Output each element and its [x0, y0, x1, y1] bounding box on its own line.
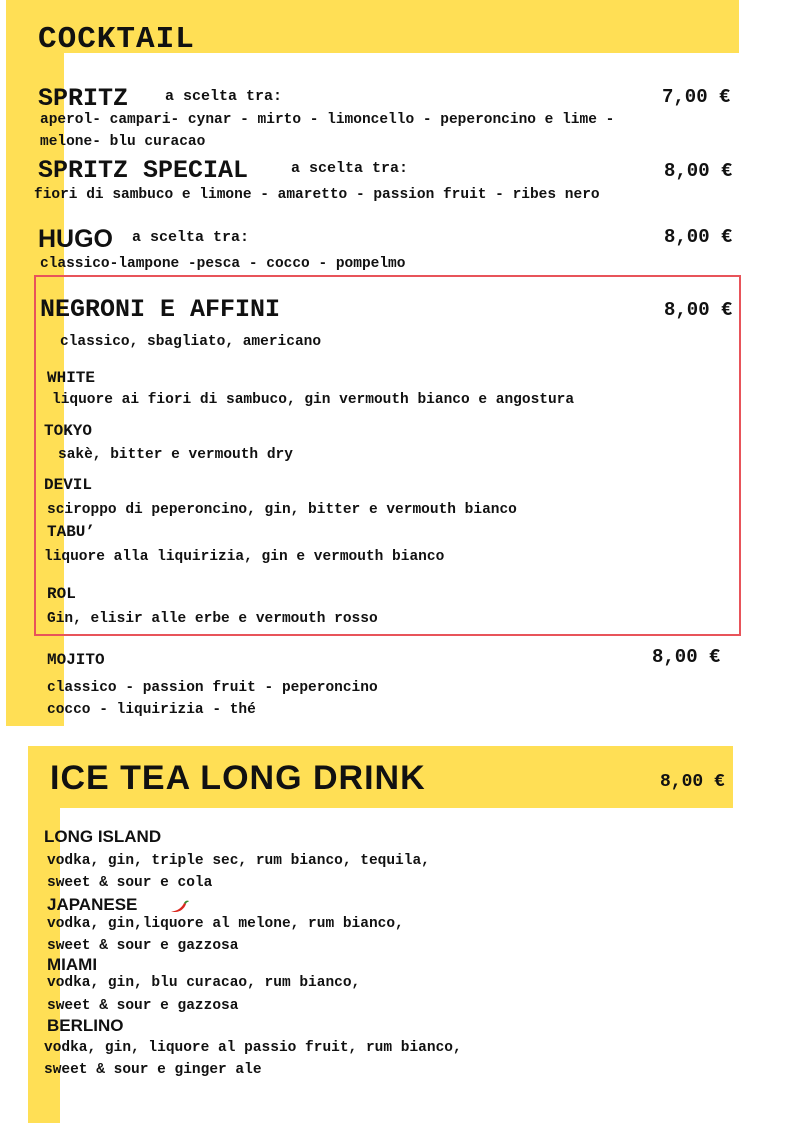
desc-long-island-2: sweet & sour e cola — [47, 875, 213, 891]
item-name-berlino: BERLINO — [47, 1016, 124, 1035]
section-title-icetea: ICE TEA LONG DRINK — [50, 759, 426, 797]
desc-hugo: classico-lampone -pesca - cocco - pompelmo — [40, 256, 406, 272]
desc-berlino-2: sweet & sour e ginger ale — [44, 1062, 262, 1078]
item-name-negroni: NEGRONI E AFFINI — [40, 295, 281, 324]
desc-negroni: classico, sbagliato, americano — [60, 334, 322, 350]
desc-long-island-1: vodka, gin, triple sec, rum bianco, tequila, — [47, 853, 430, 869]
item-name-spritz-special: SPRITZ SPECIAL — [38, 156, 249, 185]
item-name-spritz: SPRITZ — [38, 84, 129, 113]
item-note-spritz: a scelta tra: — [165, 88, 283, 105]
desc-tokyo: sakè, bitter e vermouth dry — [58, 447, 293, 463]
item-name-hugo: HUGO — [38, 225, 113, 253]
desc-tabu: liquore alla liquirizia, gin e vermouth bianco — [44, 549, 445, 565]
desc-mojito-2: cocco - liquirizia - thé — [47, 702, 256, 718]
desc-miami-2: sweet & sour e gazzosa — [47, 998, 239, 1014]
desc-spritz-2: melone- blu curacao — [40, 134, 206, 150]
item-note-hugo: a scelta tra: — [132, 229, 250, 246]
desc-devil: sciroppo di peperoncino, gin, bitter e vermouth bianco — [47, 502, 517, 518]
item-note-spritz-special: a scelta tra: — [291, 160, 409, 177]
price-icetea: 8,00 € — [660, 772, 725, 792]
item-name-mojito: MOJITO — [47, 651, 105, 669]
item-name-tokyo: TOKYO — [44, 422, 93, 440]
desc-miami-1: vodka, gin, blu curacao, rum bianco, — [47, 975, 361, 991]
item-name-tabu: TABU’ — [47, 523, 96, 541]
price-hugo: 8,00 € — [664, 226, 733, 248]
item-name-japanese: JAPANESE — [47, 895, 138, 914]
desc-japanese-2: sweet & sour e gazzosa — [47, 938, 239, 954]
desc-japanese-1: vodka, gin,liquore al melone, rum bianco, — [47, 916, 404, 932]
desc-rol: Gin, elisir alle erbe e vermouth rosso — [47, 611, 378, 627]
price-negroni: 8,00 € — [664, 299, 733, 321]
item-name-rol: ROL — [47, 585, 76, 603]
desc-spritz-special: fiori di sambuco e limone - amaretto - passion fruit - ribes nero — [34, 187, 600, 203]
chili-pepper-icon — [168, 898, 190, 914]
price-spritz: 7,00 € — [662, 86, 731, 108]
item-name-white: WHITE — [47, 369, 96, 387]
price-spritz-special: 8,00 € — [664, 160, 733, 182]
desc-spritz-1: aperol- campari- cynar - mirto - limoncello - peperoncino e lime - — [40, 112, 615, 128]
desc-berlino-1: vodka, gin, liquore al passio fruit, rum bianco, — [44, 1040, 462, 1056]
section-title-cocktail: COCKTAIL — [38, 22, 195, 57]
item-name-miami: MIAMI — [47, 955, 98, 974]
price-mojito: 8,00 € — [652, 646, 721, 668]
desc-white: liquore ai fiori di sambuco, gin vermouth bianco e angostura — [52, 392, 575, 408]
item-name-devil: DEVIL — [44, 476, 93, 494]
desc-mojito-1: classico - passion fruit - peperoncino — [47, 680, 378, 696]
item-name-long-island: LONG ISLAND — [44, 827, 162, 846]
